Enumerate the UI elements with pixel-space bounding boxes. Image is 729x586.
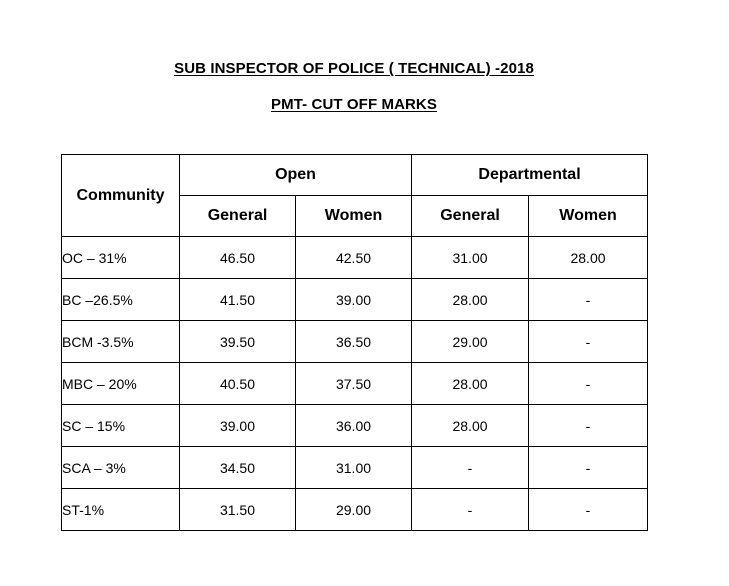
table-row	[62, 279, 648, 321]
departmental-general-cell: -	[412, 489, 529, 531]
departmental-women-header: Women	[529, 196, 648, 237]
table-header-row-groups	[62, 155, 648, 196]
departmental-women-cell: -	[529, 279, 648, 321]
community-cell: SCA – 3%	[62, 447, 180, 489]
community-cell: OC – 31%	[62, 237, 180, 279]
departmental-group-header: Departmental	[412, 155, 648, 196]
departmental-general-cell: 28.00	[412, 405, 529, 447]
open-general-cell: 31.50	[180, 489, 296, 531]
open-women-cell: 36.50	[296, 321, 412, 363]
cut-off-marks-table	[61, 154, 648, 531]
open-women-cell: 42.50	[296, 237, 412, 279]
departmental-women-cell: 28.00	[529, 237, 648, 279]
open-general-cell: 40.50	[180, 363, 296, 405]
departmental-general-cell: 28.00	[412, 363, 529, 405]
departmental-general-cell: 29.00	[412, 321, 529, 363]
open-women-cell: 29.00	[296, 489, 412, 531]
open-general-cell: 34.50	[180, 447, 296, 489]
open-general-cell: 41.50	[180, 279, 296, 321]
community-cell: SC – 15%	[62, 405, 180, 447]
open-women-cell: 31.00	[296, 447, 412, 489]
departmental-women-cell: -	[529, 321, 648, 363]
community-cell: BCM -3.5%	[62, 321, 180, 363]
table-row	[62, 237, 648, 279]
open-women-cell: 39.00	[296, 279, 412, 321]
open-women-cell: 37.50	[296, 363, 412, 405]
departmental-general-cell: 28.00	[412, 279, 529, 321]
community-cell: BC –26.5%	[62, 279, 180, 321]
table-row	[62, 405, 648, 447]
community-cell: MBC – 20%	[62, 363, 180, 405]
departmental-women-cell: -	[529, 405, 648, 447]
community-header: Community	[62, 155, 180, 237]
departmental-women-cell: -	[529, 363, 648, 405]
table-row	[62, 489, 648, 531]
table-row	[62, 447, 648, 489]
departmental-general-header: General	[412, 196, 529, 237]
open-general-cell: 39.00	[180, 405, 296, 447]
table-row	[62, 363, 648, 405]
departmental-women-cell: -	[529, 489, 648, 531]
departmental-women-cell: -	[529, 447, 648, 489]
document-subtitle: PMT- CUT OFF MARKS	[271, 96, 437, 113]
table-row	[62, 321, 648, 363]
open-general-header: General	[180, 196, 296, 237]
document-title: SUB INSPECTOR OF POLICE ( TECHNICAL) -2018	[174, 60, 534, 77]
community-cell: ST-1%	[62, 489, 180, 531]
open-women-header: Women	[296, 196, 412, 237]
departmental-general-cell: 31.00	[412, 237, 529, 279]
departmental-general-cell: -	[412, 447, 529, 489]
open-general-cell: 39.50	[180, 321, 296, 363]
open-women-cell: 36.00	[296, 405, 412, 447]
open-general-cell: 46.50	[180, 237, 296, 279]
open-group-header: Open	[180, 155, 412, 196]
